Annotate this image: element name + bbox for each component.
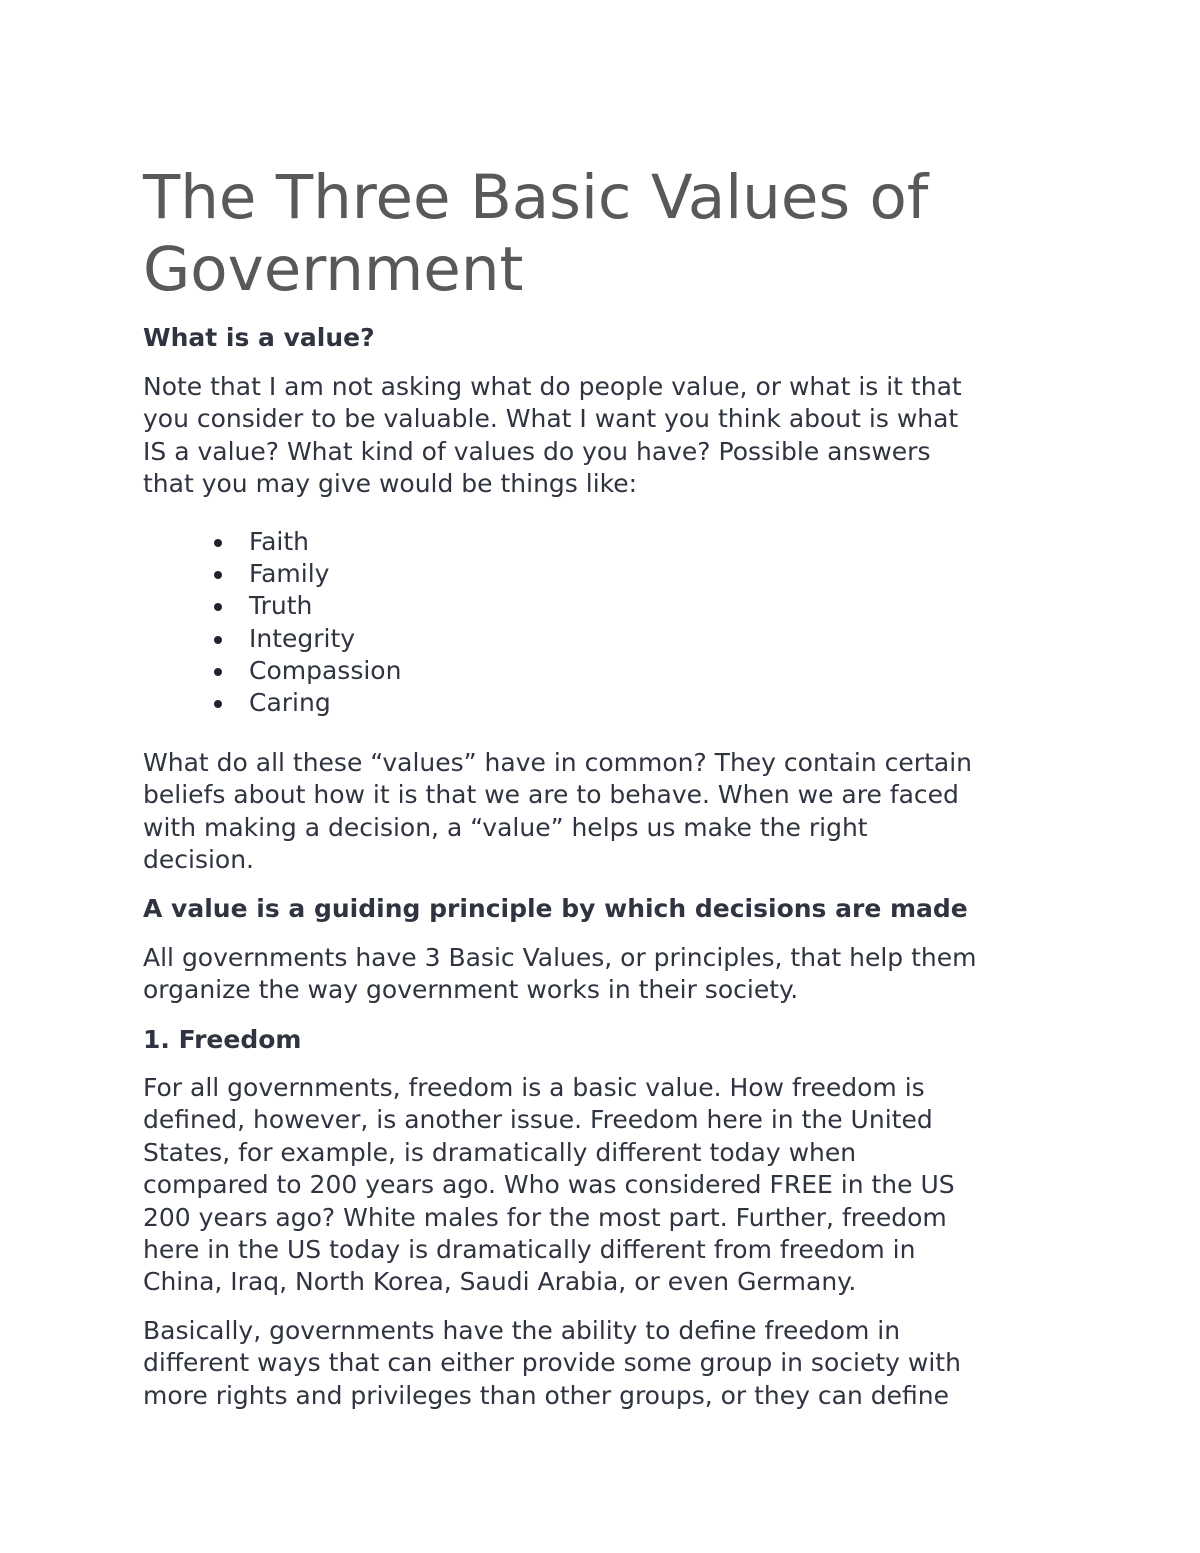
list-item [143,655,1063,687]
list-item [143,526,1063,558]
freedom-line-2: defined, however, is another issue. Freedom here in the United [143,1105,933,1135]
freedom-paragraph [143,1072,1063,1299]
governments-line-1: All governments have 3 Basic Values, or principles, that help them [143,943,977,972]
bullet-icon [214,668,222,676]
governments-line-2: organize the way government works in their society. [143,975,799,1005]
title-line-1: The Three Basic Values of [143,162,929,233]
common-paragraph [143,747,1063,877]
list-item-label: Family [249,559,330,589]
bullet-icon [214,700,222,708]
heading-freedom: 1. Freedom [143,1025,302,1054]
basically-line-3: more rights and privileges than other groups, or they can define [143,1380,949,1410]
list-item-label: Faith [249,527,309,556]
list-item [143,623,1063,655]
list-item-label: Integrity [249,623,356,653]
freedom-line-5: 200 years ago? White males for the most part. Further, freedom [143,1202,947,1232]
intro-paragraph [143,371,1063,501]
bullet-icon [214,539,222,547]
freedom-line-1: For all governments, freedom is a basic value. How freedom is [143,1073,925,1102]
freedom-line-6: here in the US today is dramatically different from freedom in [143,1235,916,1265]
freedom-line-3: States, for example, is dramatically different today when [143,1137,857,1167]
common-line-3: with making a decision, a “value” helps us make the right [143,812,868,842]
common-line-4: decision. [143,845,254,875]
basically-line-1: Basically, governments have the ability to define freedom in [143,1316,901,1345]
document-title [143,162,928,306]
list-item-label: Compassion [249,655,402,685]
list-item-label: Truth [249,591,313,621]
common-line-2: beliefs about how it is that we are to behave. When we are faced [143,780,959,810]
intro-line-3: IS a value? What kind of values do you have? Possible answers [143,436,931,466]
basically-line-2: different ways that can either provide some group in society with [143,1348,961,1378]
list-item [143,687,1063,719]
bullet-icon [214,571,222,579]
common-line-1: What do all these “values” have in common? They contain certain [143,748,972,777]
basically-paragraph [143,1315,1063,1412]
title-line-2: Government [143,234,524,305]
bullet-icon [214,636,222,644]
heading-what-is-a-value: What is a value? [143,323,375,352]
list-item [143,558,1063,590]
definition-heading: A value is a guiding principle by which decisions are made [143,894,968,923]
intro-line-2: you consider to be valuable. What I want you think about is what [143,404,959,434]
intro-line-1: Note that I am not asking what do people value, or what is it that [143,372,962,401]
bullet-icon [214,603,222,611]
freedom-line-7: China, Iraq, North Korea, Saudi Arabia, or even Germany. [143,1267,857,1297]
value-examples-list [143,526,1063,719]
list-item [143,590,1063,622]
freedom-line-4: compared to 200 years ago. Who was considered FREE in the US [143,1170,955,1200]
list-item-label: Caring [249,688,331,718]
governments-paragraph [143,942,1063,1007]
intro-line-4: that you may give would be things like: [143,469,638,499]
